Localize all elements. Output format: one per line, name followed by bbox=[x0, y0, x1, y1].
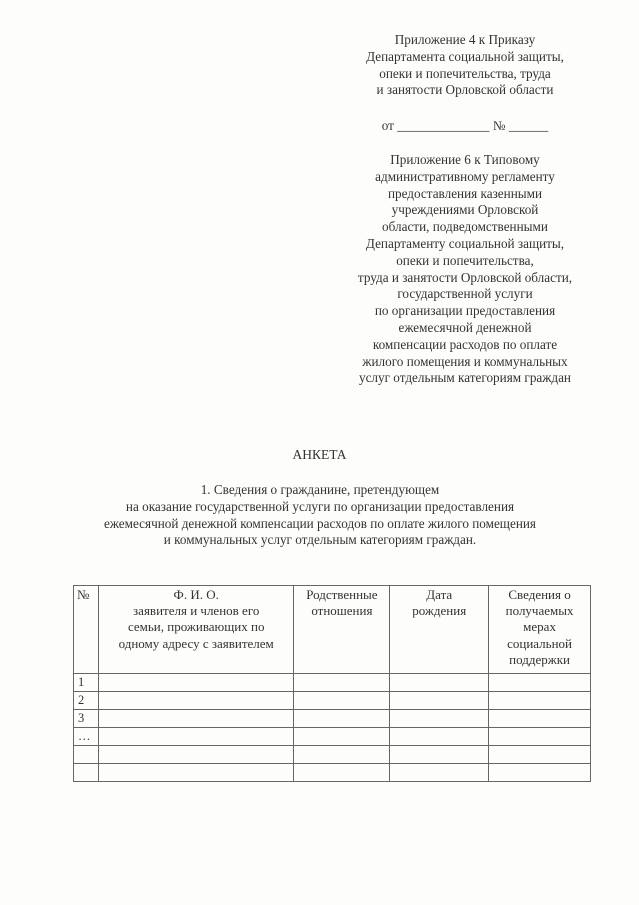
row-number: 2 bbox=[74, 692, 99, 710]
appendix-6-line: ежемесячной денежной bbox=[398, 319, 532, 335]
appendix-6-line: государственной услуги bbox=[397, 286, 533, 302]
cell-birth-date[interactable] bbox=[390, 692, 489, 710]
header-relation-line: Родственные bbox=[306, 587, 378, 602]
table-row bbox=[74, 764, 591, 782]
cell-fio[interactable] bbox=[98, 728, 293, 746]
cell-fio[interactable] bbox=[98, 710, 293, 728]
section-heading-line: и коммунальных услуг отдельным категориям граждан. bbox=[163, 532, 477, 548]
cell-social-support[interactable] bbox=[489, 746, 591, 764]
appendix-6-line: предоставления казенными bbox=[387, 185, 543, 201]
section-heading-line: ежемесячной денежной компенсации расходов по оплате жилого помещения bbox=[103, 515, 536, 531]
cell-birth-date[interactable] bbox=[390, 728, 489, 746]
table-row bbox=[74, 746, 591, 764]
row-number: 1 bbox=[74, 674, 99, 692]
cell-social-support[interactable] bbox=[489, 764, 591, 782]
appendix-6-note bbox=[315, 152, 615, 387]
table-header-row bbox=[74, 586, 591, 674]
cell-birth-date[interactable] bbox=[390, 674, 489, 692]
cell-relation[interactable] bbox=[294, 728, 390, 746]
header-fio-line: одному адресу с заявителем bbox=[118, 635, 274, 651]
appendix-6-line: жилого помещения и коммунальных bbox=[362, 353, 568, 369]
cell-social-support[interactable] bbox=[489, 674, 591, 692]
cell-relation[interactable] bbox=[294, 746, 390, 764]
appendix-6-line: области, подведомственными bbox=[382, 219, 548, 235]
row-number bbox=[74, 764, 99, 782]
appendix-6-line: административному регламенту bbox=[375, 168, 555, 184]
cell-fio[interactable] bbox=[98, 674, 293, 692]
header-support-line: мерах bbox=[523, 619, 556, 635]
applicant-table bbox=[73, 585, 591, 782]
section-heading-line: на оказание государственной услуги по организации предоставления bbox=[125, 498, 515, 514]
header-birth-date bbox=[390, 586, 489, 674]
header-number: № bbox=[74, 586, 99, 674]
cell-relation[interactable] bbox=[294, 764, 390, 782]
cell-relation[interactable] bbox=[294, 674, 390, 692]
row-number: … bbox=[74, 728, 99, 746]
cell-relation[interactable] bbox=[294, 692, 390, 710]
appendix-6-line: опеки и попечительства, bbox=[396, 252, 534, 268]
header-fio-line: заявителя и членов его bbox=[133, 603, 260, 619]
header-social-support bbox=[489, 586, 591, 674]
header-relation-line: отношения bbox=[311, 603, 373, 619]
appendix-6-line: услуг отдельным категориям граждан bbox=[358, 370, 571, 386]
table-row bbox=[74, 692, 591, 710]
table-row bbox=[74, 710, 591, 728]
table-row bbox=[74, 674, 591, 692]
appendix-6-line: Приложение 6 к Типовому bbox=[390, 152, 540, 167]
header-birth-line: Дата bbox=[426, 587, 453, 602]
appendix-6-line: труда и занятости Орловской области, bbox=[357, 269, 573, 285]
header-birth-line: рождения bbox=[412, 603, 467, 619]
appendix-4-line: Департамента социальной защиты, bbox=[366, 48, 564, 64]
form-title: АНКЕТА bbox=[292, 447, 347, 462]
appendix-6-line: учреждениями Орловской bbox=[391, 202, 539, 218]
row-number: 3 bbox=[74, 710, 99, 728]
cell-social-support[interactable] bbox=[489, 692, 591, 710]
cell-birth-date[interactable] bbox=[390, 764, 489, 782]
header-support-line: поддержки bbox=[509, 651, 570, 667]
cell-social-support[interactable] bbox=[489, 728, 591, 746]
cell-social-support[interactable] bbox=[489, 710, 591, 728]
appendix-4-note bbox=[320, 32, 610, 99]
cell-fio[interactable] bbox=[98, 692, 293, 710]
header-support-line: Сведения о bbox=[508, 587, 571, 602]
appendix-6-line: Департаменту социальной защиты, bbox=[365, 235, 565, 251]
appendix-6-line: компенсации расходов по оплате bbox=[372, 336, 558, 352]
appendix-4-line: Приложение 4 к Приказу bbox=[394, 32, 536, 47]
order-date-number-line: от ______________ № ______ bbox=[381, 118, 549, 133]
header-fio-line: семьи, проживающих по bbox=[127, 619, 265, 635]
header-fio bbox=[98, 586, 293, 674]
table-row bbox=[74, 728, 591, 746]
section-heading bbox=[60, 482, 580, 549]
cell-fio[interactable] bbox=[98, 764, 293, 782]
cell-fio[interactable] bbox=[98, 746, 293, 764]
header-relation bbox=[294, 586, 390, 674]
header-support-line: получаемых bbox=[505, 603, 574, 619]
cell-birth-date[interactable] bbox=[390, 710, 489, 728]
header-fio-line: Ф. И. О. bbox=[173, 587, 219, 602]
cell-relation[interactable] bbox=[294, 710, 390, 728]
appendix-4-line: опеки и попечительства, труда bbox=[379, 65, 551, 81]
appendix-4-line: и занятости Орловской области bbox=[376, 82, 554, 98]
row-number bbox=[74, 746, 99, 764]
header-support-line: социальной bbox=[507, 635, 573, 651]
appendix-6-line: по организации предоставления bbox=[374, 303, 556, 319]
cell-birth-date[interactable] bbox=[390, 746, 489, 764]
section-heading-line: 1. Сведения о гражданине, претендующем bbox=[200, 482, 440, 497]
